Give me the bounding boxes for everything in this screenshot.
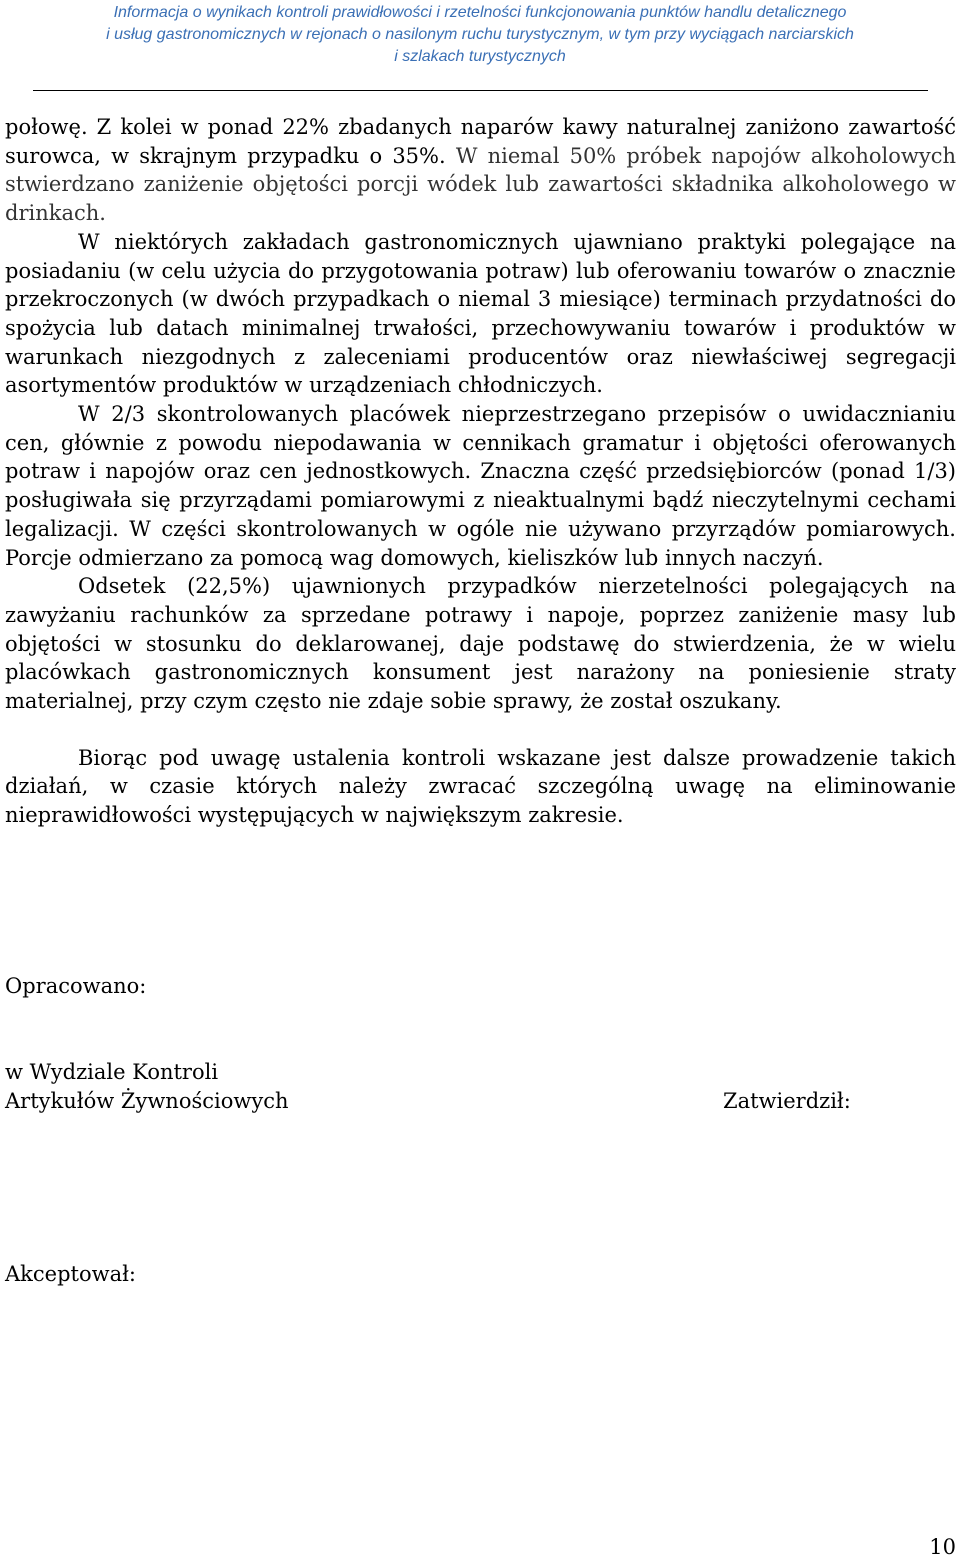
prepared-label: Opracowano: <box>5 974 147 998</box>
page-number: 10 <box>929 1535 956 1559</box>
paragraph-4: Odsetek (22,5%) ujawnionych przypadków nierzetelności polegających na zawyżaniu rachunków za sprzedane potrawy i napoje, poprzez zaniżenie masy lub objętości w stosunku do deklarowanej, daje podstawę do stwierdzenia, że w wielu placówkach gastronomicznych konsument jest narażony na poniesienie straty materialnej, przy czym często nie zdaje sobie sprawy, że został oszukany. <box>5 574 956 714</box>
department-line-2: Artykułów Żywnościowych <box>5 1089 289 1113</box>
paragraph-2: W niektórych zakładach gastronomicznych ujawniano praktyki polegające na posiadaniu (w celu użycia do przygotowania potraw) lub oferowaniu towarów o znacznie przekroczonych (w dwóch przypadkach o niemal 3 miesiące) terminach przydatności do spożycia lub datach minimalnej trwałości, przechowywaniu towarów i produktów w warunkach niezgodnych z zaleceniami producentów oraz niewłaściwej segregacji asortymentów produktów w urządzeniach chłodniczych. <box>5 229 956 398</box>
running-header <box>0 2 960 68</box>
paragraph-1-part-b: W niemal 50% próbek napojów alkoholowych stwierdzano zaniżenie objętości porcji wódek lub zawartości składnika alkoholowego w drinkach. <box>5 143 956 226</box>
header-line-2: i usług gastronomicznych w rejonach o nasilonym ruchu turystycznym, w tym przy wyciągach narciarskich <box>106 26 854 43</box>
header-line-1: Informacja o wynikach kontroli prawidłowości i rzetelności funkcjonowania punktów handlu detalicznego <box>113 4 847 21</box>
paragraph-3: W 2/3 skontrolowanych placówek nieprzestrzegano przepisów o uwidacznianiu cen, głównie z powodu niepodawania w cennikach gramatur i objętości oferowanych potraw i napojów oraz cen jednostkowych. Znaczna część przedsiębiorców (ponad 1/3) posługiwała się przyrządami pomiarowymi z nieaktualnymi bądź nieczytelnymi cechami legalizacji. W części skontrolowanych w ogóle nie używano przyrządów pomiarowych. Porcje odmierzano za pomocą wag domowych, kieliszków lub innych naczyń. <box>5 402 956 570</box>
accepted-label: Akceptował: <box>5 1262 136 1286</box>
main-text <box>5 113 956 830</box>
approved-label: Zatwierdził: <box>723 1089 851 1113</box>
header-line-3: i szlakach turystycznych <box>394 48 566 65</box>
paragraph-5: Biorąc pod uwagę ustalenia kontroli wskazane jest dalsze prowadzenie takich działań, w czasie których należy zwracać szczególną uwagę na eliminowanie nieprawidłowości występujących w największym zakresie. <box>5 745 956 828</box>
paragraph-1 <box>5 113 956 228</box>
department-line-1: w Wydziale Kontroli <box>5 1060 219 1084</box>
header-divider <box>33 90 928 91</box>
paragraph-1-part-a: połowę. Z kolei w ponad 22% zbadanych naparów kawy naturalnej zaniżono zawartość surowca, w skrajnym przypadku o 35%. <box>5 115 956 168</box>
